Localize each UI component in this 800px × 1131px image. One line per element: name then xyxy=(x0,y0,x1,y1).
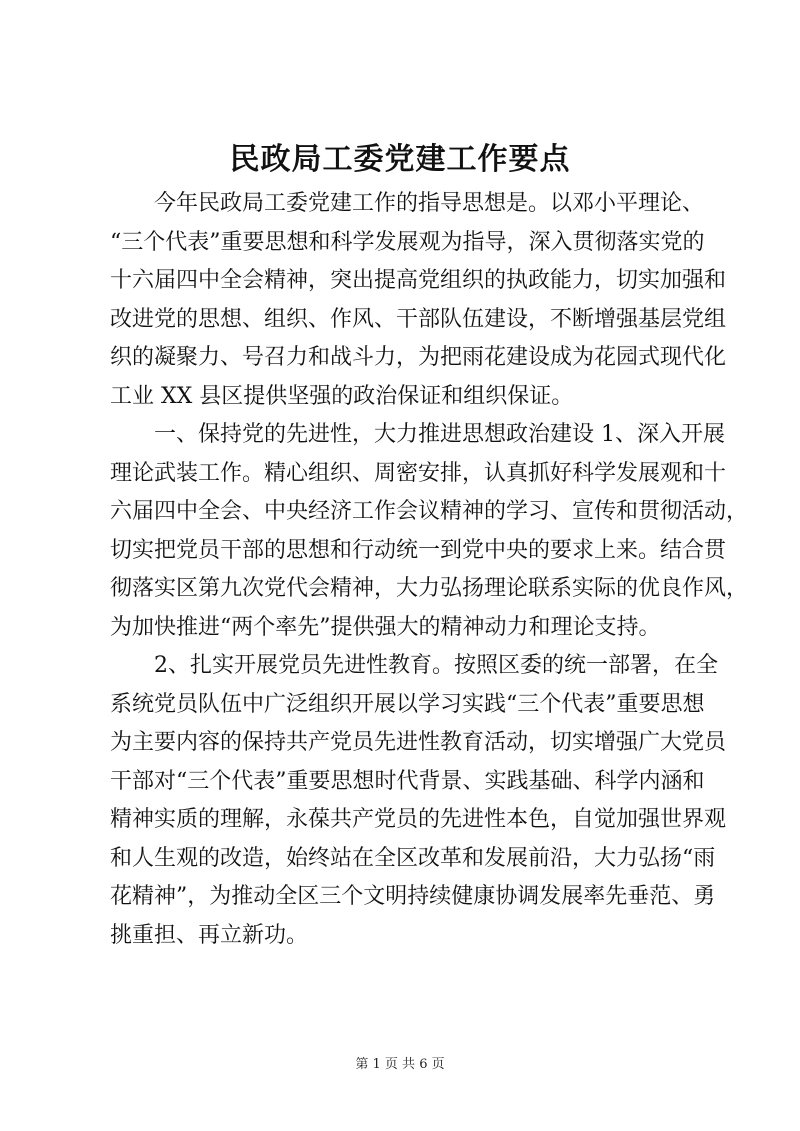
body-line: “三个代表”重要思想和科学发展观为指导，深入贯彻落实党的 xyxy=(110,229,705,255)
body-line: 织的凝聚力、号召力和战斗力，为把雨花建设成为花园式现代化 xyxy=(110,345,727,370)
body-line: 花精神”，为推动全区三个文明持续健康协调发展率先垂范、勇 xyxy=(110,884,716,909)
body-line: 今年民政局工委党建工作的指导思想是。以邓小平理论、 xyxy=(154,191,705,216)
body-line: 挑重担、再立新功。 xyxy=(110,922,309,948)
body-line: 切实把党员干部的思想和行动统一到党中央的要求上来。结合贯 xyxy=(110,537,727,563)
body-line: 改进党的思想、组织、作风、干部队伍建设，不断增强基层党组 xyxy=(110,306,727,332)
body-line: 彻落实区第九次党代会精神，大力弘扬理论联系实际的优良作风， xyxy=(110,576,749,601)
page-number-footer: 第 1 页 共 6 页 xyxy=(355,1057,445,1072)
body-line: 理论武装工作。精心组织、周密安排，认真抓好科学发展观和十 xyxy=(110,460,727,486)
body-line: 2、扎实开展党员先进性教育。按照区委的统一部署，在全 xyxy=(154,653,718,678)
document-body xyxy=(110,185,749,955)
body-line: 为加快推进“两个率先”提供强大的精神动力和理论支持。 xyxy=(110,614,661,640)
body-line: 十六届四中全会精神，突出提高党组织的执政能力，切实加强和 xyxy=(110,268,727,293)
body-line: 工业 XX 县区提供坚强的政治保证和组织保证。 xyxy=(110,383,574,409)
body-line: 和人生观的改造，始终站在全区改革和发展前沿，大力弘扬“雨 xyxy=(110,845,716,871)
body-line: 为主要内容的保持共产党员先进性教育活动，切实增强广大党员 xyxy=(110,730,727,755)
body-line: 一、保持党的先进性，大力推进思想政治建设 1、深入开展 xyxy=(154,422,725,447)
body-line: 系统党员队伍中广泛组织开展以学习实践“三个代表”重要思想 xyxy=(110,691,705,717)
document-title: 民政局工委党建工作要点 xyxy=(229,142,571,177)
body-line: 干部对“三个代表”重要思想时代背景、实践基础、科学内涵和 xyxy=(110,768,705,794)
body-line: 精神实质的理解，永葆共产党员的先进性本色，自觉加强世界观 xyxy=(110,807,727,832)
body-line: 六届四中全会、中央经济工作会议精神的学习、宣传和贯彻活动， xyxy=(110,499,749,524)
